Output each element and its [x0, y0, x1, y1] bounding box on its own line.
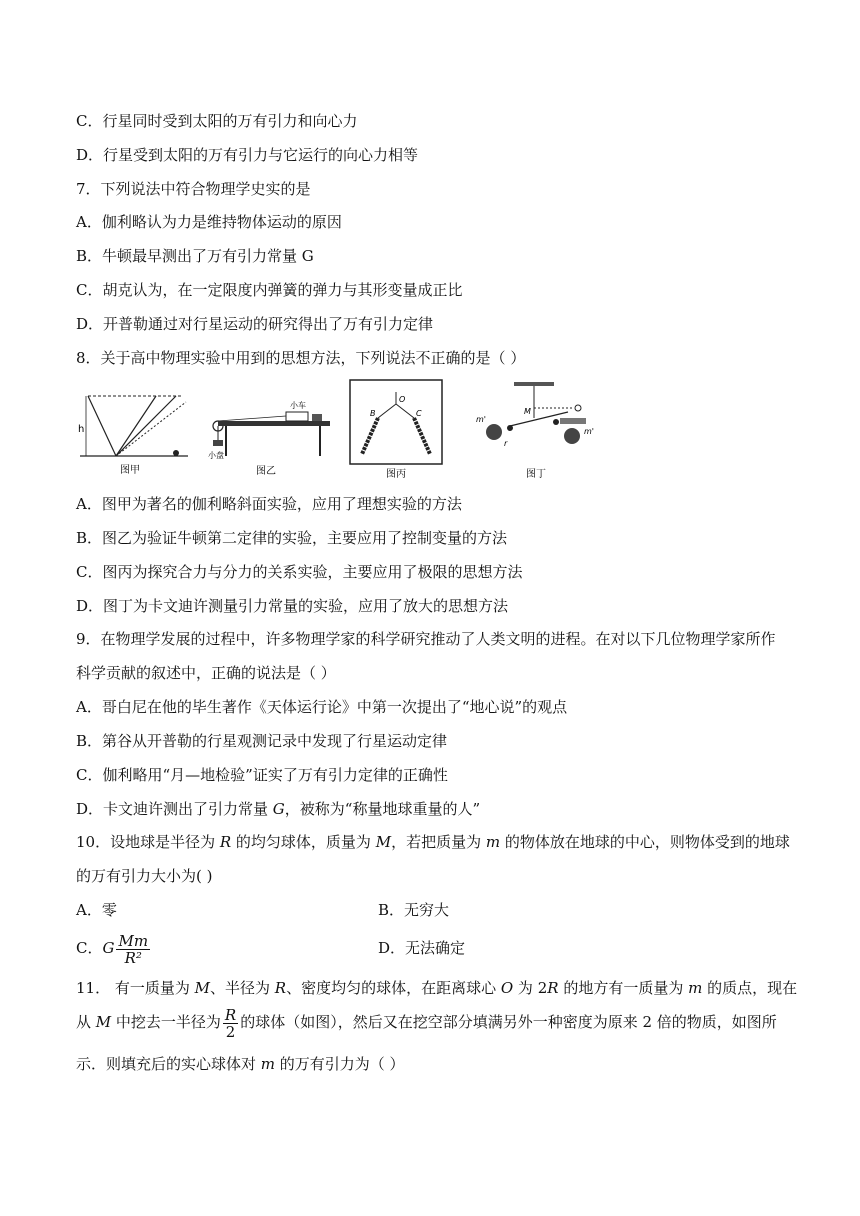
- q11-fraction: $\frac{R}{2}$: [224, 1005, 237, 1041]
- q9-stem-line1: 9．在物理学发展的过程中，许多物理学家的科学研究推动了人类文明的进程。在对以下几位物理学家所作: [76, 630, 776, 648]
- figure-yi: [204, 382, 334, 480]
- figure-bing: [348, 378, 444, 482]
- figure-bing-caption: 图丙: [386, 469, 406, 480]
- q8-option-a: A．图甲为著名的伽利略斜面实验，应用了理想实验的方法: [76, 495, 462, 513]
- q9-option-a: A．哥白尼在他的毕生著作《天体运行论》中第一次提出了“地心说”的观点: [76, 698, 568, 716]
- q10-option-c: C．G $\frac{Mm}{\text{R²}}$: [76, 931, 149, 967]
- q10-stem-line1: 10．设地球是半径为 R 的均匀球体，质量为 M，若把质量为 m 的物体放在地球的中心，则物体受到的地球: [76, 833, 790, 851]
- q8-option-c: C．图丙为探究合力与分力的关系实验，主要应用了极限的思想方法: [76, 563, 523, 581]
- q10-option-c-fraction: $\frac{Mm}{\text{R²}}$: [118, 931, 149, 967]
- q7-option-c: C．胡克认为，在一定限度内弹簧的弹力与其形变量成正比: [76, 281, 463, 299]
- figure-yi-label-car: 小车: [290, 401, 306, 410]
- q7-option-d: D．开普勒通过对行星运动的研究得出了万有引力定律: [76, 315, 434, 333]
- figure-ding-label-m: M: [524, 407, 531, 416]
- figure-yi-caption: 图乙: [256, 466, 276, 477]
- q11-stem-line3: 示．则填充后的实心球体对 m 的万有引力为（ ）: [76, 1055, 405, 1073]
- figure-bing-label-b: B: [370, 409, 376, 418]
- figure-ding: [474, 378, 604, 482]
- q7-option-b: B．牛顿最早测出了万有引力常量 G: [76, 247, 314, 265]
- q10-stem-line2: 的万有引力大小为( ): [76, 867, 213, 885]
- q10-option-a: A．零: [76, 901, 117, 919]
- q7-stem: 7．下列说法中符合物理学史实的是: [76, 180, 311, 198]
- q8-option-b: B．图乙为验证牛顿第二定律的实验，主要应用了控制变量的方法: [76, 529, 508, 547]
- figure-bing-label-c: C: [416, 409, 422, 418]
- figure-yi-label-bucket: 小盘: [208, 451, 224, 460]
- figure-ding-caption: 图丁: [526, 469, 546, 480]
- q6-option-c: C．行星同时受到太阳的万有引力和向心力: [76, 112, 358, 130]
- q9-stem-line2: 科学贡献的叙述中，正确的说法是（ ）: [76, 664, 336, 682]
- figure-ding-label-m2: m': [584, 427, 594, 436]
- q10-option-d: D．无法确定: [378, 939, 466, 957]
- figure-ding-label-m1: m': [476, 415, 486, 424]
- q11-stem-line1: 11． 有一质量为 M、半径为 R、密度均匀的球体，在距离球心 O 为 2R 的地方有一质量为 m 的质点，现在: [76, 979, 798, 997]
- q7-option-a: A．伽利略认为力是维持物体运动的原因: [76, 213, 342, 231]
- q9-option-b: B．第谷从开普勒的行星观测记录中发现了行星运动定律: [76, 732, 448, 750]
- q9-option-d: D．卡文迪许测出了引力常量 G，被称为“称量地球重量的人”: [76, 800, 481, 818]
- q11-stem-line2: 从 M 中挖去一半径为 $\frac{R}{2}$ 的球体（如图），然后又在挖空部分填满另外一种密度为原来 2 倍的物质，如图所: [76, 1005, 777, 1041]
- q10-option-b: B．无穷大: [378, 901, 450, 919]
- q9-option-c: C．伽利略用“月—地检验”证实了万有引力定律的正确性: [76, 766, 448, 784]
- figure-jia-label-h: h: [78, 424, 85, 435]
- figure-jia: [76, 380, 196, 480]
- figure-ding-label-r: r: [504, 439, 508, 448]
- q8-option-d: D．图丁为卡文迪许测量引力常量的实验，应用了放大的思想方法: [76, 597, 509, 615]
- q6-option-d: D．行星受到太阳的万有引力与它运行的向心力相等: [76, 146, 419, 164]
- q8-stem: 8．关于高中物理实验中用到的思想方法，下列说法不正确的是（ ）: [76, 349, 526, 367]
- figure-jia-caption: 图甲: [120, 465, 140, 476]
- figure-bing-label-o: O: [399, 395, 406, 404]
